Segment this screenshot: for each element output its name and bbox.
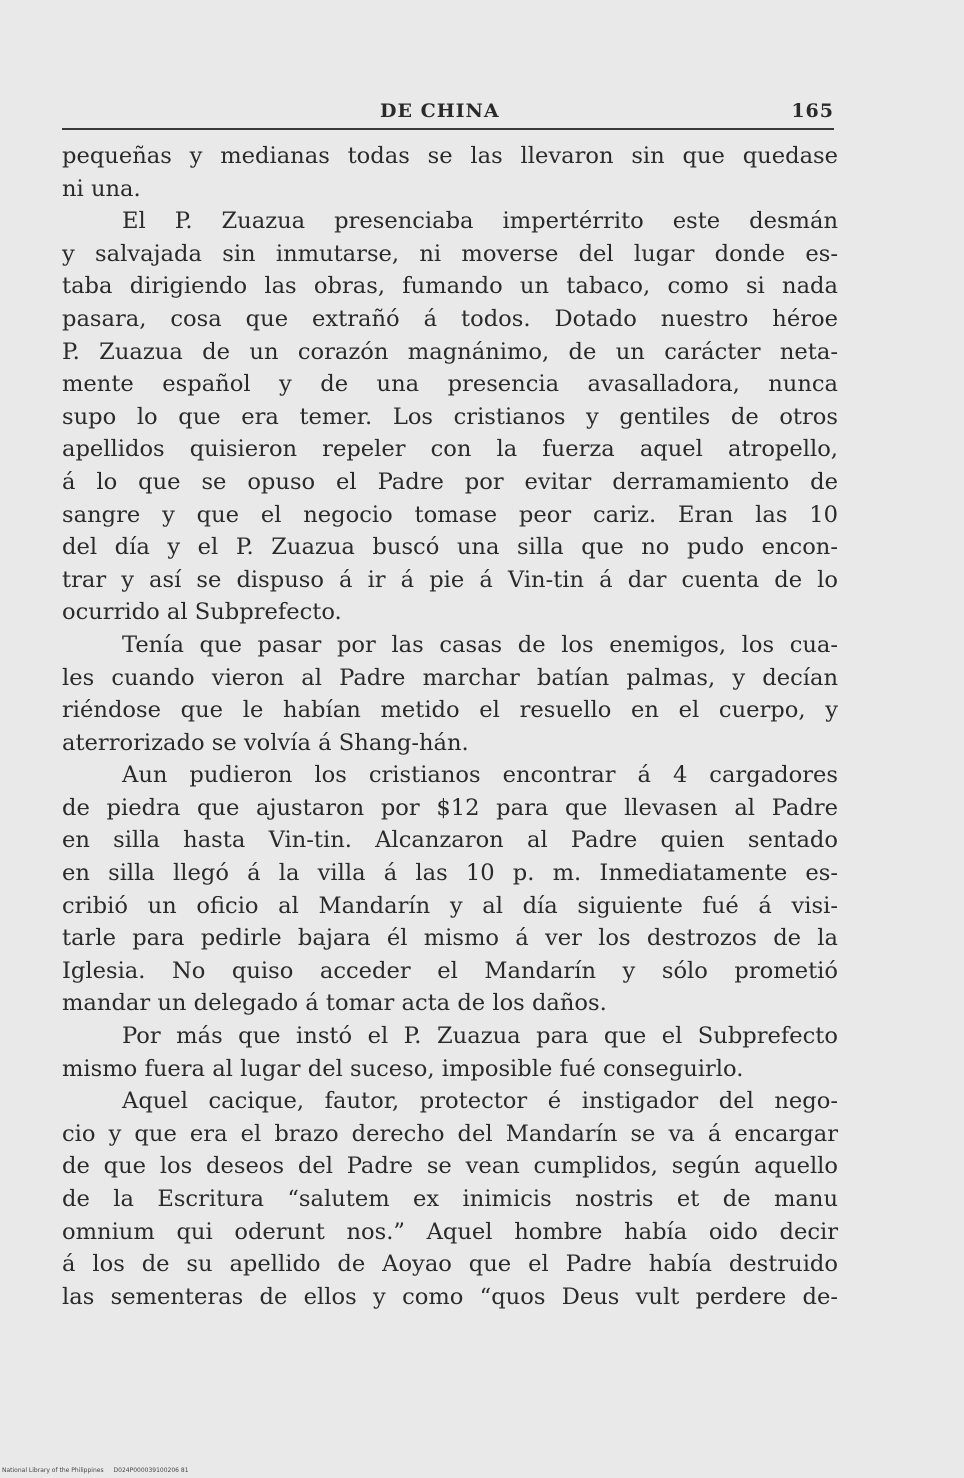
text-line: cio y que era el brazo derecho del Mandarín se va á encargar: [62, 1120, 838, 1147]
text-line: cribió un oficio al Mandarín y al día siguiente fué á visi-: [62, 892, 838, 919]
text-line: á lo que se opuso el Padre por evitar derramamiento de: [62, 468, 838, 495]
text-line: P. Zuazua de un corazón magnánimo, de un carácter neta-: [62, 338, 838, 365]
scan-code: D024P000039100206 81: [113, 1467, 189, 1474]
text-line: sangre y que el negocio tomase peor cariz. Eran las 10: [62, 501, 838, 528]
text-line: Aun pudieron los cristianos encontrar á 4 cargadores: [122, 762, 838, 789]
text-line: Tenía que pasar por las casas de los enemigos, los cua-: [122, 631, 838, 658]
text-line: supo lo que era temer. Los cristianos y gentiles de otros: [62, 403, 838, 430]
text-line: ni una.: [62, 175, 141, 202]
text-line: mandar un delegado á tomar acta de los daños.: [62, 990, 607, 1017]
text-line: tarle para pedirle bajara él mismo á ver los destrozos de la: [62, 925, 838, 952]
running-header: [62, 96, 834, 130]
text-line: omnium qui oderunt nos.” Aquel hombre había oido decir: [62, 1218, 838, 1245]
text-line: mismo fuera al lugar del suceso, imposible fué conseguirlo.: [62, 1055, 744, 1082]
text-line: trar y así se dispuso á ir á pie á Vin-tin á dar cuenta de lo: [62, 566, 838, 593]
text-line: riéndose que le habían metido el resuello en el cuerpo, y: [62, 697, 838, 724]
text-line: de la Escritura “salutem ex inimicis nostris et de manu: [62, 1186, 838, 1212]
text-line: taba dirigiendo las obras, fumando un tabaco, como si nada: [62, 273, 838, 300]
page-number: 165: [791, 100, 834, 122]
text-line: pequeñas y medianas todas se las llevaron sin que quedase: [62, 143, 838, 169]
text-line: á los de su apellido de Aoyao que el Padre había destruido: [62, 1251, 838, 1278]
running-title: DE CHINA: [380, 100, 500, 122]
text-line: en silla llegó á la villa á las 10 p. m. Inmediatamente es-: [62, 860, 838, 887]
text-line: mente español y de una presencia avasalladora, nunca: [62, 371, 838, 398]
text-line: El P. Zuazua presenciaba impertérrito este desmán: [122, 208, 838, 235]
text-line: ocurrido al Subprefecto.: [62, 599, 342, 626]
text-line: de piedra que ajustaron por $12 para que llevasen al Padre: [62, 794, 838, 821]
text-line: de que los deseos del Padre se vean cumplidos, según aquello: [62, 1153, 838, 1180]
text-line: y salvajada sin inmutarse, ni moverse del lugar donde es-: [62, 240, 838, 267]
text-line: Aquel cacique, fautor, protector é instigador del nego-: [122, 1088, 838, 1115]
text-line: Iglesia. No quiso acceder el Mandarín y sólo prometió: [62, 957, 838, 984]
library-credit: National Library of the Philippines: [2, 1467, 104, 1474]
text-line: las sementeras de ellos y como “quos Deus vult perdere de-: [62, 1283, 838, 1310]
text-line: aterrorizado se volvía á Shang-hán.: [62, 729, 469, 756]
text-line: apellidos quisieron repeler con la fuerza aquel atropello,: [62, 436, 838, 463]
text-line: les cuando vieron al Padre marchar batían palmas, y decían: [62, 664, 838, 691]
text-line: pasara, cosa que extrañó á todos. Dotado nuestro héroe: [62, 305, 838, 332]
text-line: Por más que instó el P. Zuazua para que el Subprefecto: [122, 1023, 838, 1050]
body-text: [62, 140, 838, 1313]
text-line: en silla hasta Vin-tin. Alcanzaron al Padre quien sentado: [62, 827, 838, 854]
scan-footer: [2, 1467, 197, 1474]
text-line: del día y el P. Zuazua buscó una silla que no pudo encon-: [62, 534, 838, 561]
